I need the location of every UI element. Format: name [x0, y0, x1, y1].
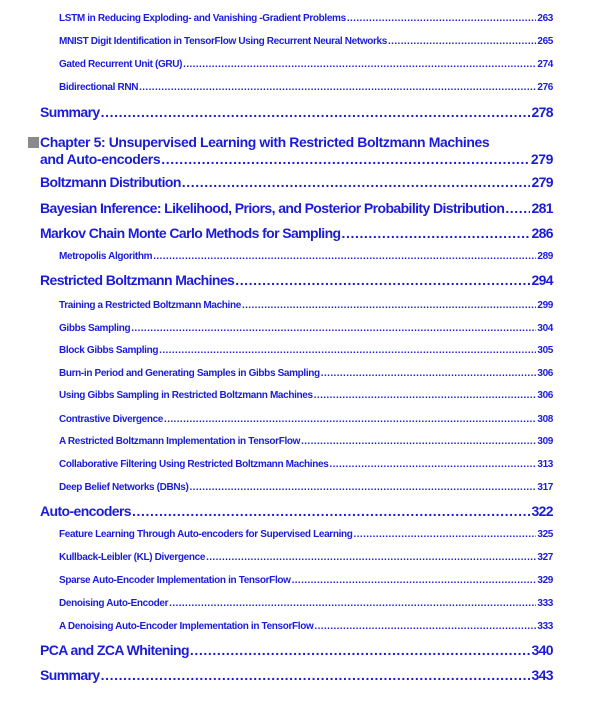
dot-leader: [242, 300, 536, 311]
dot-leader: [139, 82, 536, 93]
toc-entry[interactable]: [59, 529, 553, 540]
toc-entry-title: Boltzmann Distribution: [40, 174, 181, 190]
toc-entry-title: LSTM in Reducing Exploding- and Vanishing -Gradient Problems: [59, 13, 346, 24]
toc-entry[interactable]: [59, 436, 553, 447]
toc-entry[interactable]: [59, 621, 553, 632]
toc-entry-title: Using Gibbs Sampling in Restricted Boltzmann Machines: [59, 390, 313, 401]
dot-leader: [329, 459, 536, 470]
toc-entry-page: 313: [537, 459, 553, 470]
toc-entry-title: Auto-encoders: [40, 503, 131, 519]
dot-leader: [164, 414, 536, 425]
toc-entry-title: Burn-in Period and Generating Samples in Gibbs Sampling: [59, 368, 320, 379]
toc-entry-page: 309: [537, 436, 553, 447]
toc-entry-title: Gated Recurrent Unit (GRU): [59, 59, 183, 70]
toc-entry-title: Markov Chain Monte Carlo Methods for Sampling: [40, 225, 341, 241]
toc-entry[interactable]: [59, 414, 553, 425]
toc-entry-page: 322: [531, 503, 553, 519]
toc-entry[interactable]: [59, 390, 553, 401]
toc-entry[interactable]: [40, 503, 553, 519]
dot-leader: [183, 59, 536, 70]
dot-leader: [292, 575, 537, 586]
toc-entry-page: 304: [537, 323, 553, 334]
toc-entry-page: 279: [531, 174, 553, 190]
toc-entry-page: 286: [531, 225, 553, 241]
toc-entry[interactable]: [59, 575, 553, 586]
toc-entry-page: 263: [537, 13, 553, 24]
toc-entry-page: 279: [530, 151, 553, 167]
toc-entry[interactable]: [40, 174, 553, 190]
toc-entry-page: 305: [537, 345, 553, 356]
toc-entry[interactable]: [59, 459, 553, 470]
toc-entry-title: and Auto-encoders: [40, 151, 161, 167]
toc-entry-title: Restricted Boltzmann Machines: [40, 272, 235, 288]
toc-entry-title: Metropolis Algorithm: [59, 251, 153, 262]
toc-entry-page: 308: [537, 414, 553, 425]
toc-entry-page: 333: [537, 621, 553, 632]
dot-leader: [190, 642, 531, 658]
dot-leader: [341, 225, 530, 241]
dot-leader: [505, 200, 530, 216]
dot-leader: [354, 529, 537, 540]
toc-entry-title: Gibbs Sampling: [59, 323, 131, 334]
toc-entry-page: 306: [537, 390, 553, 401]
dot-leader: [301, 436, 536, 447]
toc-entry-page: 265: [537, 36, 553, 47]
toc-entry-chapter[interactable]: [40, 151, 553, 167]
toc-entry-page: 340: [531, 642, 553, 658]
dot-leader: [321, 368, 537, 379]
toc-entry-page: 343: [531, 667, 553, 683]
toc-entry[interactable]: [59, 13, 553, 24]
dot-leader: [101, 667, 531, 683]
toc-entry[interactable]: [59, 59, 553, 70]
toc-entry-page: 333: [537, 598, 553, 609]
dot-leader: [132, 503, 530, 519]
toc-entry-title: Bayesian Inference: Likelihood, Priors, and Posterior Probability Distribution: [40, 200, 505, 216]
toc-entry-page: 325: [537, 529, 553, 540]
toc-entry[interactable]: [59, 368, 553, 379]
toc-entry[interactable]: [59, 598, 553, 609]
toc-entry-title: Bidirectional RNN: [59, 82, 139, 93]
toc-entry-title: Summary: [40, 667, 100, 683]
dot-leader: [161, 151, 530, 167]
dot-leader: [189, 482, 536, 493]
toc-entry[interactable]: [40, 667, 553, 683]
toc-entry[interactable]: [59, 345, 553, 356]
toc-entry[interactable]: [40, 225, 553, 241]
toc-entry[interactable]: [59, 482, 553, 493]
toc-entry-title: A Denoising Auto-Encoder Implementation in TensorFlow: [59, 621, 314, 632]
toc-entry[interactable]: [59, 552, 553, 563]
dot-leader: [153, 251, 536, 262]
toc-entry-page: 317: [537, 482, 553, 493]
toc-entry-page: 289: [537, 251, 553, 262]
toc-entry-page: 327: [537, 552, 553, 563]
toc-entry-page: 329: [537, 575, 553, 586]
toc-entry-title: Training a Restricted Boltzmann Machine: [59, 300, 241, 311]
dot-leader: [101, 104, 531, 120]
toc-entry-title: Feature Learning Through Auto-encoders for Supervised Learning: [59, 529, 353, 540]
toc-entry[interactable]: [40, 272, 553, 288]
toc-entry-page: 281: [531, 200, 553, 216]
toc-entry[interactable]: [59, 36, 553, 47]
toc-entry[interactable]: [40, 200, 553, 216]
toc-entry-title: Sparse Auto-Encoder Implementation in TensorFlow: [59, 575, 291, 586]
dot-leader: [388, 36, 536, 47]
toc-entry[interactable]: [59, 82, 553, 93]
dot-leader: [314, 621, 536, 632]
dot-leader: [314, 390, 537, 401]
toc-entry-page: 306: [537, 368, 553, 379]
dot-leader: [169, 598, 536, 609]
toc-entry-title: MNIST Digit Identification in TensorFlow Using Recurrent Neural Networks: [59, 36, 387, 47]
chapter-marker-icon: [28, 137, 39, 148]
dot-leader: [131, 323, 536, 334]
toc-entry-title: Summary: [40, 104, 100, 120]
toc-entry-page: 294: [531, 272, 553, 288]
toc-entry[interactable]: [59, 251, 553, 262]
toc-entry-page: 299: [537, 300, 553, 311]
dot-leader: [159, 345, 536, 356]
toc-entry-title: Kullback-Leibler (KL) Divergence: [59, 552, 206, 563]
toc-entry-page: 276: [537, 82, 553, 93]
chapter-title-line1[interactable]: Chapter 5: Unsupervised Learning with Restricted Boltzmann Machines: [40, 134, 490, 150]
dot-leader: [206, 552, 536, 563]
dot-leader: [235, 272, 530, 288]
toc-entry-title: Collaborative Filtering Using Restricted Boltzmann Machines: [59, 459, 329, 470]
toc-entry-title: Deep Belief Networks (DBNs): [59, 482, 189, 493]
toc-entry-title: A Restricted Boltzmann Implementation in TensorFlow: [59, 436, 301, 447]
dot-leader: [182, 174, 531, 190]
toc-entry-title: PCA and ZCA Whitening: [40, 642, 189, 658]
toc-entry-page: 274: [537, 59, 553, 70]
toc-entry[interactable]: [59, 300, 553, 311]
toc-entry-title: Contrastive Divergence: [59, 414, 164, 425]
toc-entry[interactable]: [59, 323, 553, 334]
toc-entry-title: Block Gibbs Sampling: [59, 345, 159, 356]
toc-entry-title: Denoising Auto-Encoder: [59, 598, 169, 609]
dot-leader: [347, 13, 537, 24]
toc-entry-page: 278: [531, 104, 553, 120]
toc-entry[interactable]: [40, 642, 553, 658]
toc-entry[interactable]: [40, 104, 553, 120]
